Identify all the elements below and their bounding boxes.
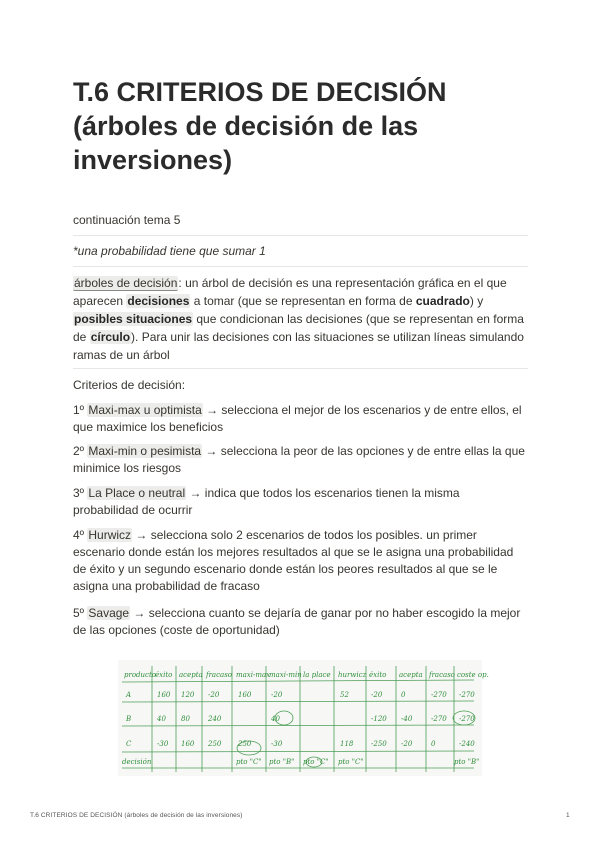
- handwritten-cell: 40: [271, 715, 280, 723]
- handwritten-cell: -270: [431, 715, 447, 723]
- criterion-item: [73, 443, 528, 477]
- criterion-text: → selecciona el mejor de los escenarios y de entre ellos, el que maximice los beneficios: [73, 403, 522, 434]
- definition-term: árboles de decisión: [74, 276, 178, 290]
- definition-text: ) y: [469, 294, 484, 308]
- criterion-item: [73, 485, 528, 519]
- divider: [73, 235, 528, 236]
- handwritten-header: acepta: [399, 671, 423, 679]
- criterion-name: Maxi-min o pesimista: [88, 444, 202, 458]
- criterion-number: 3º: [73, 486, 88, 500]
- handwritten-cell: -30: [271, 740, 283, 748]
- handwritten-cell: 80: [181, 715, 190, 723]
- handwritten-cell: 160: [181, 740, 195, 748]
- handwritten-cell: 52: [340, 691, 349, 699]
- handwritten-cell: -270: [459, 691, 475, 699]
- handwritten-decision: pto "B": [454, 758, 480, 766]
- criterion-name: La Place o neutral: [88, 486, 186, 500]
- definition-text: a tomar (que se representan en forma de: [190, 294, 416, 308]
- handwritten-cell: C: [126, 740, 132, 748]
- handwritten-cell: 40: [157, 715, 166, 723]
- handwritten-decision: pto "C": [338, 758, 364, 766]
- handwritten-table-svg: [118, 660, 489, 776]
- handwritten-header: maxi-max: [236, 671, 271, 679]
- handwritten-cell: 250: [208, 740, 222, 748]
- note: *una probabilidad tiene que sumar 1: [73, 244, 266, 258]
- handwritten-header: hurwicz: [338, 671, 367, 679]
- definition-bold: posibles situaciones: [74, 312, 193, 326]
- definition-bold: cuadrado: [415, 294, 470, 308]
- handwritten-header: fracaso: [429, 671, 456, 679]
- handwritten-cell: -20: [371, 691, 383, 699]
- divider: [73, 368, 528, 369]
- handwritten-cell: -120: [371, 715, 387, 723]
- handwritten-header: éxito: [155, 671, 173, 679]
- criterion-name: Hurwicz: [88, 528, 132, 542]
- definition-paragraph: [73, 274, 528, 364]
- definition-bold: círculo: [90, 330, 131, 344]
- criterion-number: 2º: [73, 444, 88, 458]
- criterion-text: → indica que todos los escenarios tienen la misma probabilidad de ocurrir: [73, 486, 460, 517]
- page-title: T.6 CRITERIOS DE DECISIÓN (árboles de decisión de las inversiones): [73, 77, 447, 175]
- handwritten-cell: 0: [431, 740, 436, 748]
- handwritten-header: coste op.: [457, 671, 489, 679]
- handwritten-cell: -20: [208, 691, 220, 699]
- handwritten-cell: 250: [238, 740, 252, 748]
- footer-page-number: 1: [566, 812, 570, 819]
- subtitle: continuación tema 5: [73, 213, 181, 227]
- handwritten-cell: -240: [459, 740, 475, 748]
- handwritten-cell: -270: [431, 691, 447, 699]
- criterion-item: [73, 402, 528, 436]
- handwritten-cell: -270: [459, 715, 475, 723]
- handwritten-header: la place: [303, 671, 331, 679]
- definition-bold: decisiones: [127, 294, 190, 308]
- handwritten-cell: 120: [181, 691, 195, 699]
- handwritten-header: maxi-min: [269, 671, 302, 679]
- definition-text: : un árbol de decisión es una representación gráfica en el que aparecen: [73, 276, 507, 308]
- criterion-name: Savage: [88, 606, 130, 620]
- handwritten-cell: 0: [401, 691, 406, 699]
- handwritten-decision: pto "B": [269, 758, 295, 766]
- divider: [73, 266, 528, 267]
- criterion-number: 5º: [73, 606, 88, 620]
- handwritten-cell: -20: [401, 740, 413, 748]
- handwritten-table-image: [118, 660, 489, 776]
- handwritten-decision-label: decisión: [122, 758, 152, 766]
- criterion-text: → selecciona cuanto se dejaría de ganar por no haber escogido la mejor de las opciones (coste de oportunidad): [73, 606, 521, 637]
- handwritten-cell: A: [126, 691, 132, 699]
- criterion-item: [73, 605, 528, 639]
- definition-text: que condicionan las decisiones (que se representan en forma de: [73, 312, 524, 344]
- handwritten-cell: -250: [371, 740, 387, 748]
- criteria-heading: Criterios de decisión:: [73, 378, 186, 392]
- criterion-number: 4º: [73, 528, 88, 542]
- handwritten-header: producto: [124, 671, 156, 679]
- handwritten-cell: -40: [401, 715, 413, 723]
- criterion-item: [73, 527, 528, 595]
- criterion-text: → selecciona la peor de las opciones y de entre ellas la que minimice los riesgos: [73, 444, 525, 475]
- handwritten-cell: 160: [238, 691, 252, 699]
- handwritten-header: éxito: [369, 671, 387, 679]
- criterion-number: 1º: [73, 403, 88, 417]
- handwritten-cell: 118: [340, 740, 354, 748]
- handwritten-cell: -30: [157, 740, 169, 748]
- handwritten-cell: B: [126, 715, 132, 723]
- handwritten-cell: 160: [157, 691, 171, 699]
- handwritten-decision: pto "C": [236, 758, 262, 766]
- definition-text: ). Para unir las decisiones con las situaciones se utilizan líneas simulando ramas de un árbol: [73, 330, 524, 362]
- handwritten-decision: pto "C": [303, 758, 329, 766]
- handwritten-cell: -20: [271, 691, 283, 699]
- handwritten-header: acepta: [179, 671, 203, 679]
- criterion-text: → selecciona solo 2 escenarios de todos los posibles. un primer escenario donde están los mejores resultados al que se le asigna una probabilidad de éxito y un segundo escenario donde están los peores resultados al que se le asigna una probabilidad de fracaso: [73, 528, 514, 593]
- handwritten-header: fracaso: [206, 671, 233, 679]
- footer-title: T.6 CRITERIOS DE DECISIÓN (árboles de decisión de las inversiones): [30, 812, 243, 819]
- criterion-name: Maxi-max u optimista: [88, 403, 202, 417]
- handwritten-cell: 240: [208, 715, 222, 723]
